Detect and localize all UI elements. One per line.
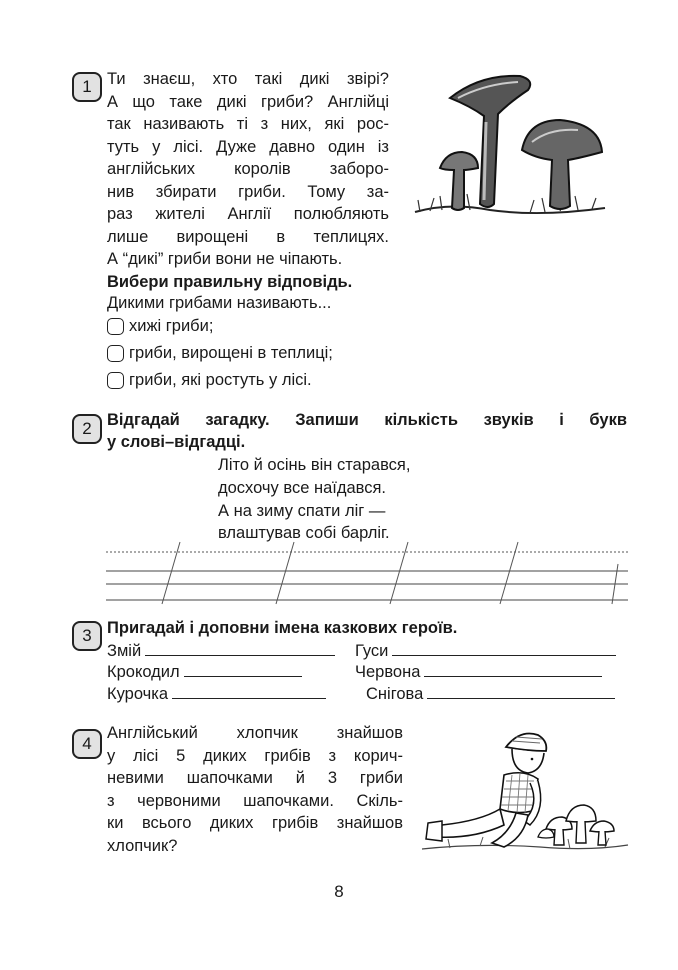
answer-option[interactable] (107, 315, 213, 337)
option-label: хижі гриби; (129, 317, 214, 335)
task-number-badge: 1 (72, 72, 102, 102)
paragraph-line: лише вирощені в теплицях. (107, 227, 389, 246)
mushroom-illustration (410, 72, 610, 222)
task4-problem (107, 722, 403, 857)
paragraph-line: англійських королів заборо- (107, 160, 389, 178)
task1-paragraph (107, 68, 389, 271)
name-fill-item[interactable] (107, 640, 335, 662)
blank-line[interactable] (145, 641, 335, 656)
checkbox[interactable] (107, 345, 124, 362)
problem-line: у лісі 5 диких грибів з корич- (107, 746, 403, 765)
task3-instruction: Пригадай і доповни імена казкових героїв. (107, 619, 458, 637)
blank-line[interactable] (172, 684, 326, 699)
paragraph-line: Ти знаєш, хто такі дикі звірі? (107, 70, 389, 88)
task-number-badge: 3 (72, 621, 102, 651)
paragraph-line: раз жителі Англії полюбляють (107, 205, 389, 223)
paragraph-line: А “дикі” гриби вони не чіпають. (107, 250, 343, 268)
option-label: гриби, вирощені в теплиці; (129, 344, 333, 362)
problem-line: хлопчик? (107, 836, 178, 855)
paragraph-line: нив збирати гриби. Тому за- (107, 182, 389, 201)
blank-line[interactable] (424, 662, 602, 677)
poem-line: досхочу все наїдався. (218, 478, 386, 497)
option-label: гриби, які ростуть у лісі. (129, 371, 312, 389)
boy-mushrooms-illustration (420, 725, 630, 855)
fill-label: Снігова (366, 685, 424, 703)
checkbox[interactable] (107, 372, 124, 389)
task-number-badge: 2 (72, 414, 102, 444)
page-number: 8 (334, 882, 344, 901)
riddle-poem (218, 454, 410, 545)
checkbox[interactable] (107, 318, 124, 335)
paragraph-line: туть у лісі. Дуже давно один із (107, 137, 389, 156)
task-number-badge: 4 (72, 729, 102, 759)
name-fill-item[interactable] (107, 661, 302, 683)
fill-label: Крокодил (107, 663, 180, 681)
task2-instruction-line2: у слові–відгадці. (107, 433, 246, 451)
fill-label: Червона (355, 663, 421, 681)
task2-instruction-line1: Відгадай загадку. Запиши кількість звуків і букв (107, 411, 627, 429)
blank-line[interactable] (392, 641, 616, 656)
answer-option[interactable] (107, 342, 333, 364)
problem-line: ки всього диких грибів знайшов (107, 814, 403, 832)
problem-line: Англійський хлопчик знайшов (107, 724, 403, 742)
task1-instruction: Вибери правильну відповідь. (107, 273, 353, 291)
name-fill-item[interactable] (366, 683, 615, 705)
fill-label: Курочка (107, 685, 169, 703)
fill-label: Змій (107, 642, 142, 660)
problem-line: невими шапочками й 3 гриби (107, 769, 403, 787)
writing-lines[interactable] (106, 540, 630, 606)
poem-line: А на зиму спати ліг — (218, 501, 386, 520)
name-fill-item[interactable] (107, 683, 326, 705)
fill-label: Гуси (355, 642, 389, 660)
task1-question: Дикими грибами називають... (107, 294, 332, 312)
poem-line: влаштував собі барліг. (218, 524, 390, 543)
paragraph-line: так називають ті з них, які рос- (107, 115, 389, 133)
paragraph-line: А що таке дикі гриби? Англійці (107, 92, 389, 111)
blank-line[interactable] (427, 684, 615, 699)
name-fill-item[interactable] (355, 640, 616, 662)
poem-line: Літо й осінь він старався, (218, 456, 411, 474)
problem-line: з червоними шапочками. Скіль- (107, 791, 403, 810)
answer-option[interactable] (107, 369, 312, 391)
blank-line[interactable] (184, 662, 302, 677)
name-fill-item[interactable] (355, 661, 602, 683)
